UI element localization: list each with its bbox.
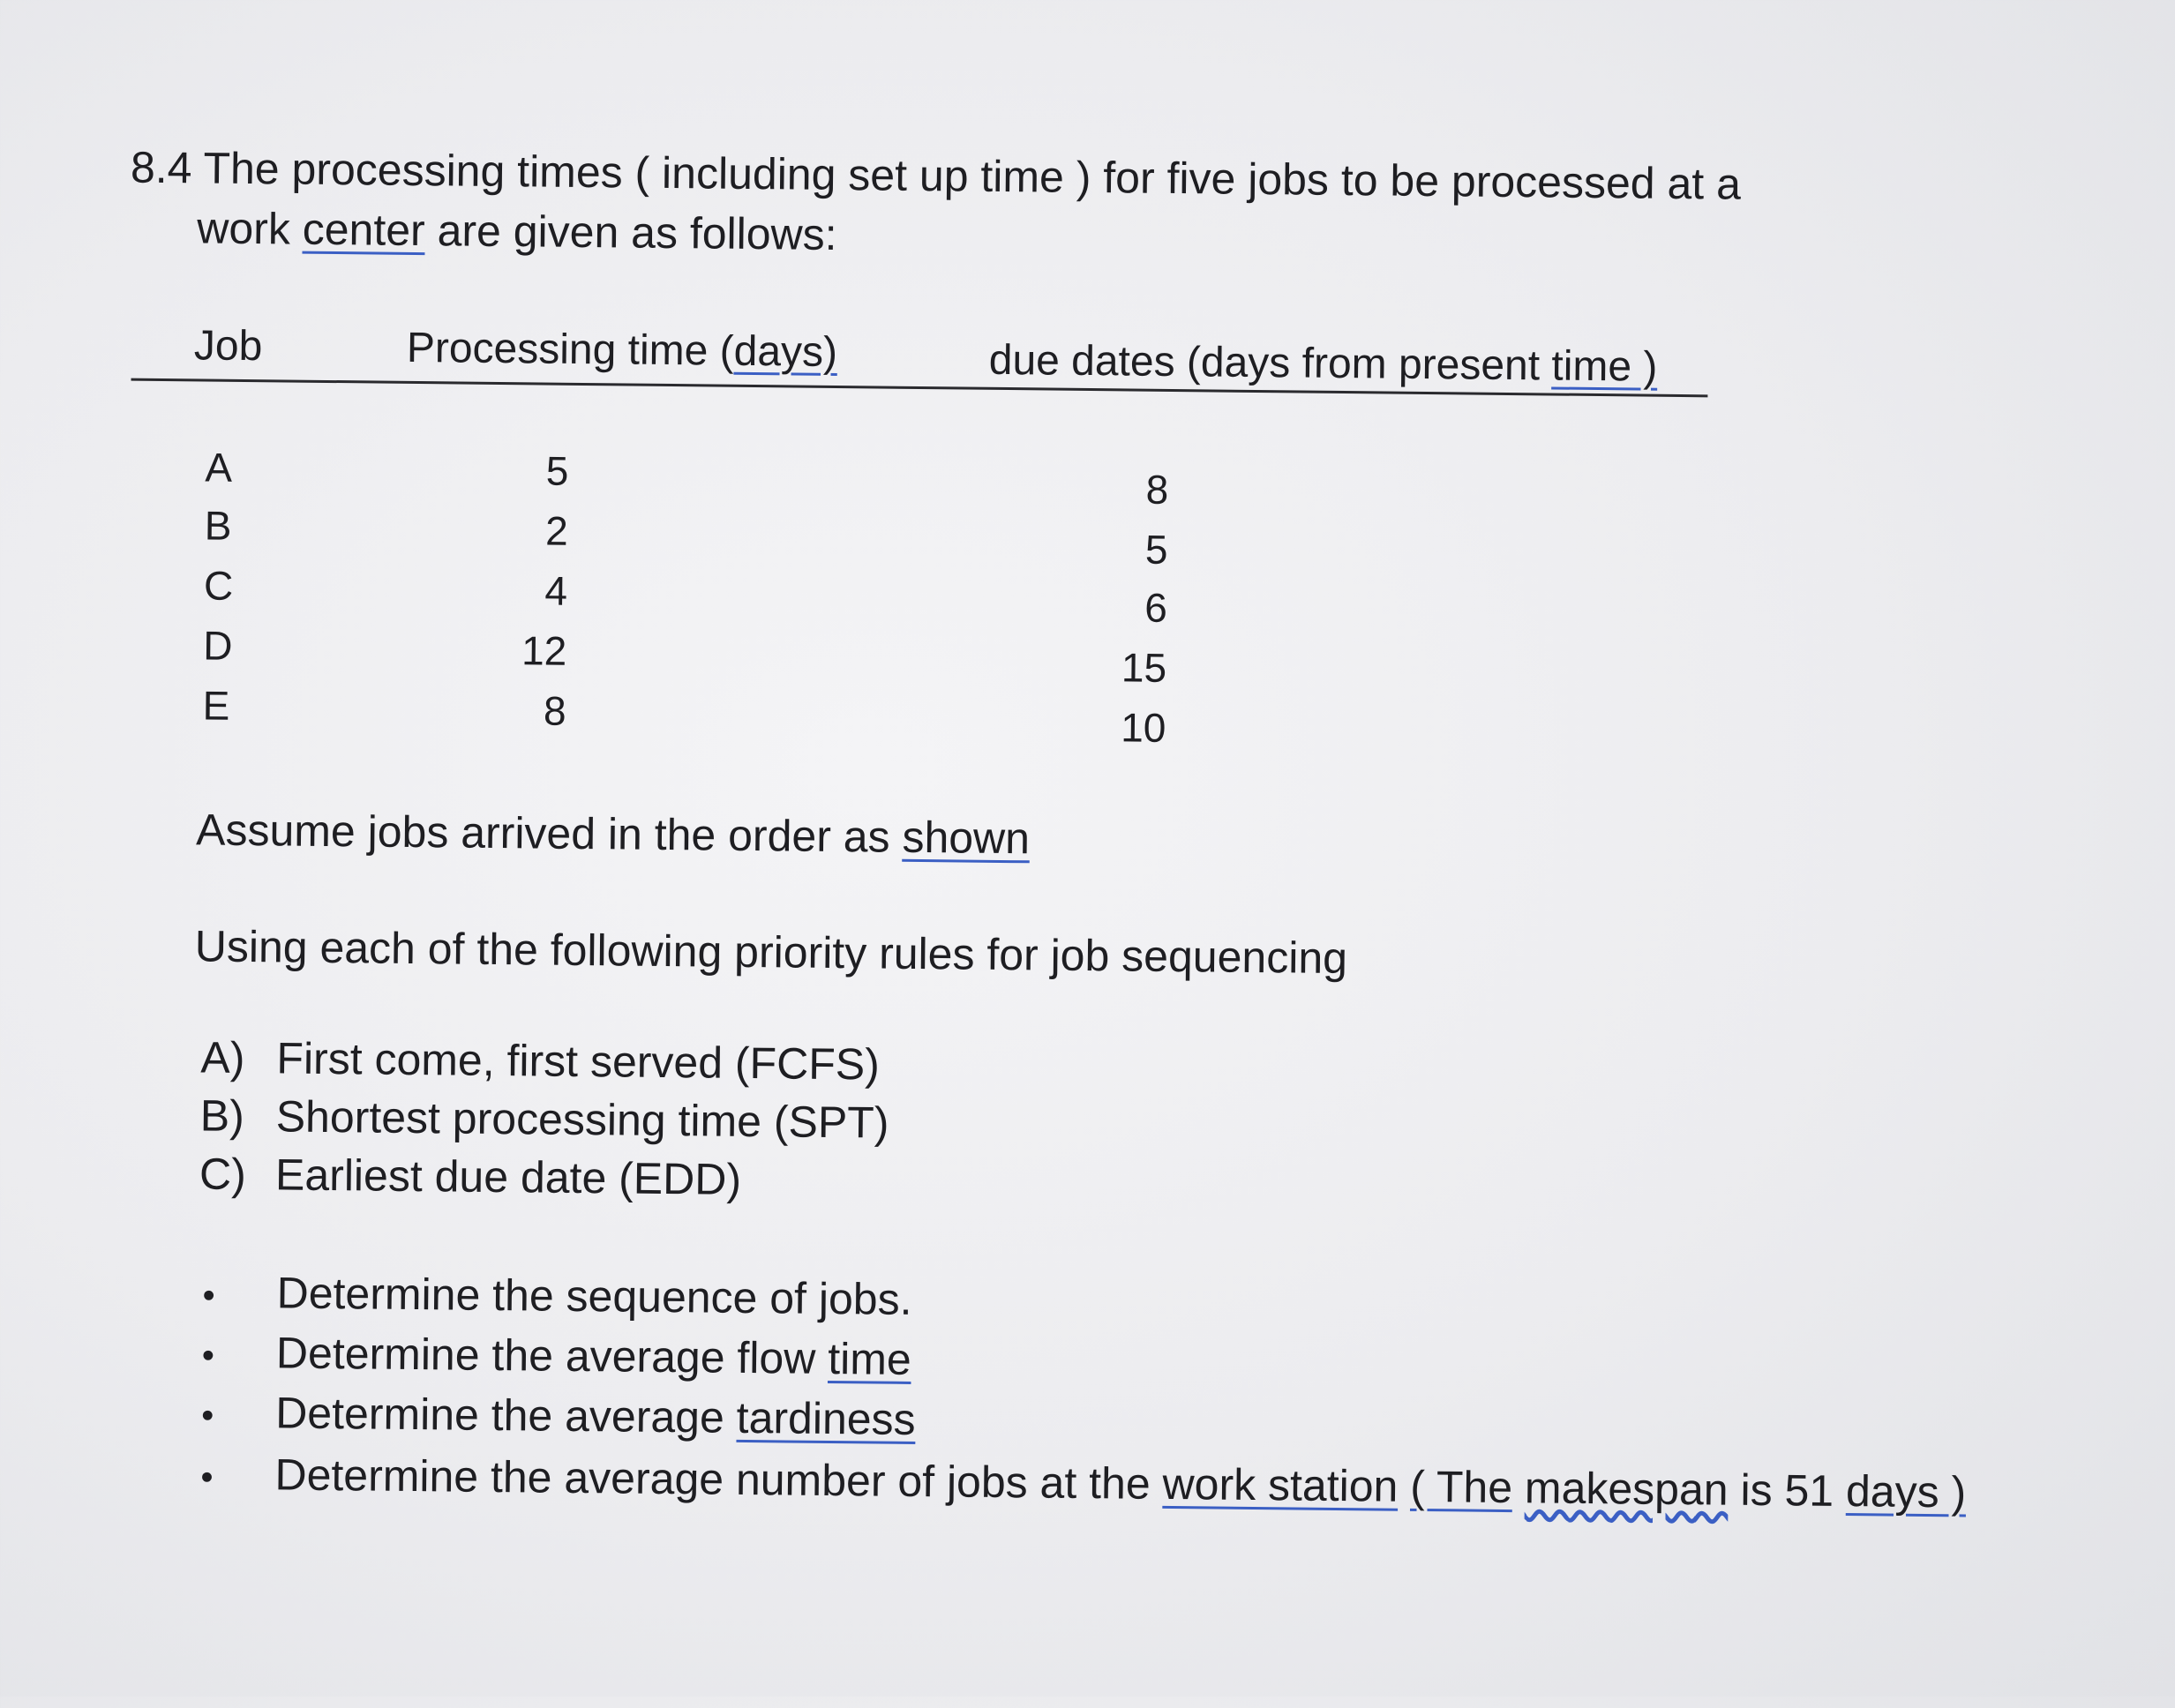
table-cell-due: 10	[1120, 704, 1166, 751]
priority-rule-item	[199, 1144, 742, 1208]
task-text: Determine the average	[274, 1388, 738, 1442]
list-marker: C)	[199, 1149, 247, 1200]
task-bullet	[201, 1383, 916, 1452]
column-header-job: Job	[193, 322, 263, 371]
table-cell-due: 5	[1144, 526, 1168, 573]
assumption-text	[196, 800, 1031, 867]
header-text: Processing time (	[406, 324, 734, 375]
table-cell-job: B	[204, 502, 232, 549]
list-marker: A)	[200, 1032, 245, 1083]
grammar-marked-word: tardiness	[736, 1392, 916, 1444]
task-text: Determine the sequence of jobs.	[276, 1268, 912, 1324]
spelling-marked-word: makespan	[1524, 1463, 1729, 1515]
grammar-marked-word: days)	[733, 327, 838, 376]
bullet-icon: •	[200, 1396, 214, 1435]
table-cell-due: 6	[1144, 584, 1168, 631]
bullet-icon: •	[201, 1336, 215, 1375]
task-text	[1512, 1463, 1525, 1512]
task-text	[1398, 1462, 1410, 1511]
bullet-icon: •	[202, 1276, 215, 1315]
rule-text: Earliest due date (EDD)	[274, 1150, 742, 1204]
task-text: Determine the average number of jobs at the	[274, 1450, 1163, 1509]
priority-rule-item	[199, 1086, 889, 1151]
grammar-marked-word: ( The	[1409, 1461, 1513, 1513]
priority-rule-item	[200, 1028, 880, 1093]
table-cell-processing: 4	[544, 567, 568, 614]
rule-text: First come, first served (FCFS)	[276, 1033, 881, 1090]
table-cell-processing: 12	[521, 627, 567, 674]
table-cell-job: D	[203, 622, 233, 669]
task-bullet	[202, 1323, 911, 1392]
table-cell-job: C	[203, 562, 234, 609]
table-cell-due: 15	[1121, 644, 1167, 691]
grammar-marked-word: work station	[1162, 1458, 1399, 1511]
table-cell-due: 8	[1145, 466, 1169, 513]
assumption-body: Assume jobs arrived in the order as	[195, 805, 903, 862]
problem-text: work	[197, 203, 304, 254]
problem-statement-line-1: 8.4 The processing times ( including set up time ) for five jobs to be processed at a	[130, 142, 1742, 209]
header-text: due dates (days from present	[988, 336, 1552, 390]
column-header-due-dates	[988, 336, 1657, 392]
task-bullet	[202, 1263, 912, 1332]
grammar-marked-word: center	[302, 204, 426, 256]
grammar-marked-word: time )	[1551, 342, 1658, 391]
table-cell-job: A	[205, 444, 233, 491]
table-cell-processing: 2	[544, 507, 569, 554]
table-cell-processing: 8	[543, 687, 566, 734]
table-cell-processing: 5	[545, 447, 569, 494]
rule-text: Shortest processing time (SPT)	[275, 1091, 889, 1148]
task-bullet	[200, 1445, 1966, 1525]
task-text: Determine the average flow	[275, 1328, 829, 1383]
task-text: is 51	[1728, 1465, 1847, 1517]
grammar-marked-word: shown	[902, 812, 1031, 864]
list-marker: B)	[199, 1090, 245, 1142]
instruction-text: Using each of the following priority rules for job sequencing	[194, 921, 1348, 984]
grammar-marked-word: time	[827, 1333, 912, 1384]
grammar-marked-word: days )	[1845, 1466, 1967, 1517]
problem-statement-line-2	[197, 199, 837, 264]
column-header-processing-time	[407, 324, 838, 377]
bullet-icon: •	[200, 1457, 214, 1497]
table-cell-job: E	[202, 682, 230, 729]
problem-text: are given as follows:	[424, 206, 837, 259]
